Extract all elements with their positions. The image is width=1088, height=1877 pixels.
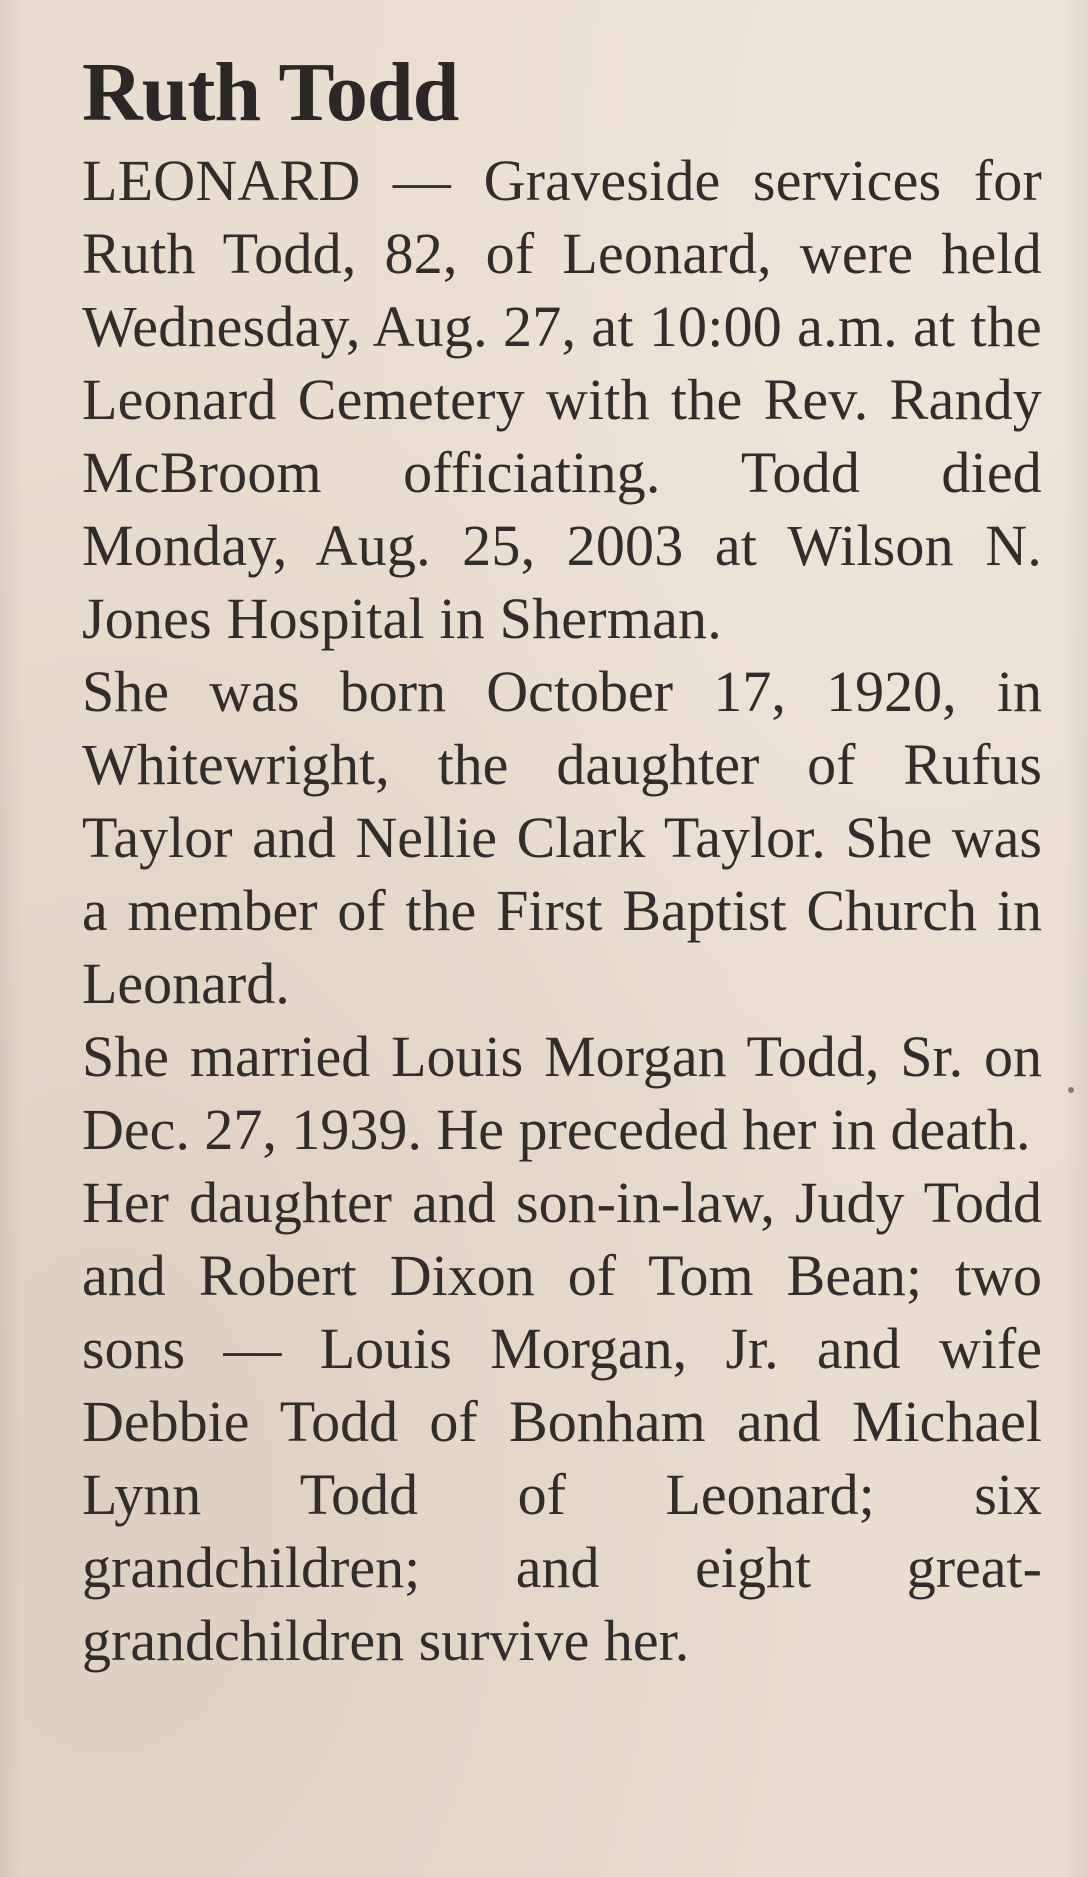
paper-speck <box>1068 1087 1074 1093</box>
obituary-title: Ruth Todd <box>82 46 459 139</box>
obituary-body <box>82 144 1042 1677</box>
paragraph-birth: She was born October 17, 1920, in Whitewright, the daughter of Rufus Taylor and Nellie Clark Taylor. She was a member of the First Baptist Church in Leonard. <box>82 659 1042 1016</box>
paragraph-services: LEONARD — Graveside services for Ruth Todd, 82, of Leonard, were held Wednesday, Aug. 27, at 10:00 a.m. at the Leonard Cemetery with the Rev. Randy McBroom officiating. Todd died Monday, Aug. 25, 2003 at Wilson N. Jones Hospital in Sherman. <box>82 148 1042 651</box>
paragraph-marriage: She married Louis Morgan Todd, Sr. on Dec. 27, 1939. He preceded her in death. <box>82 1024 1042 1162</box>
paragraph-survivors: Her daughter and son-in-law, Judy Todd and Robert Dixon of Tom Bean; two sons — Louis Morgan, Jr. and wife Debbie Todd of Bonham and Michael Lynn Todd of Leonard; six grandchildren; and eight greatgrandchildren survive her. <box>82 1170 1042 1673</box>
